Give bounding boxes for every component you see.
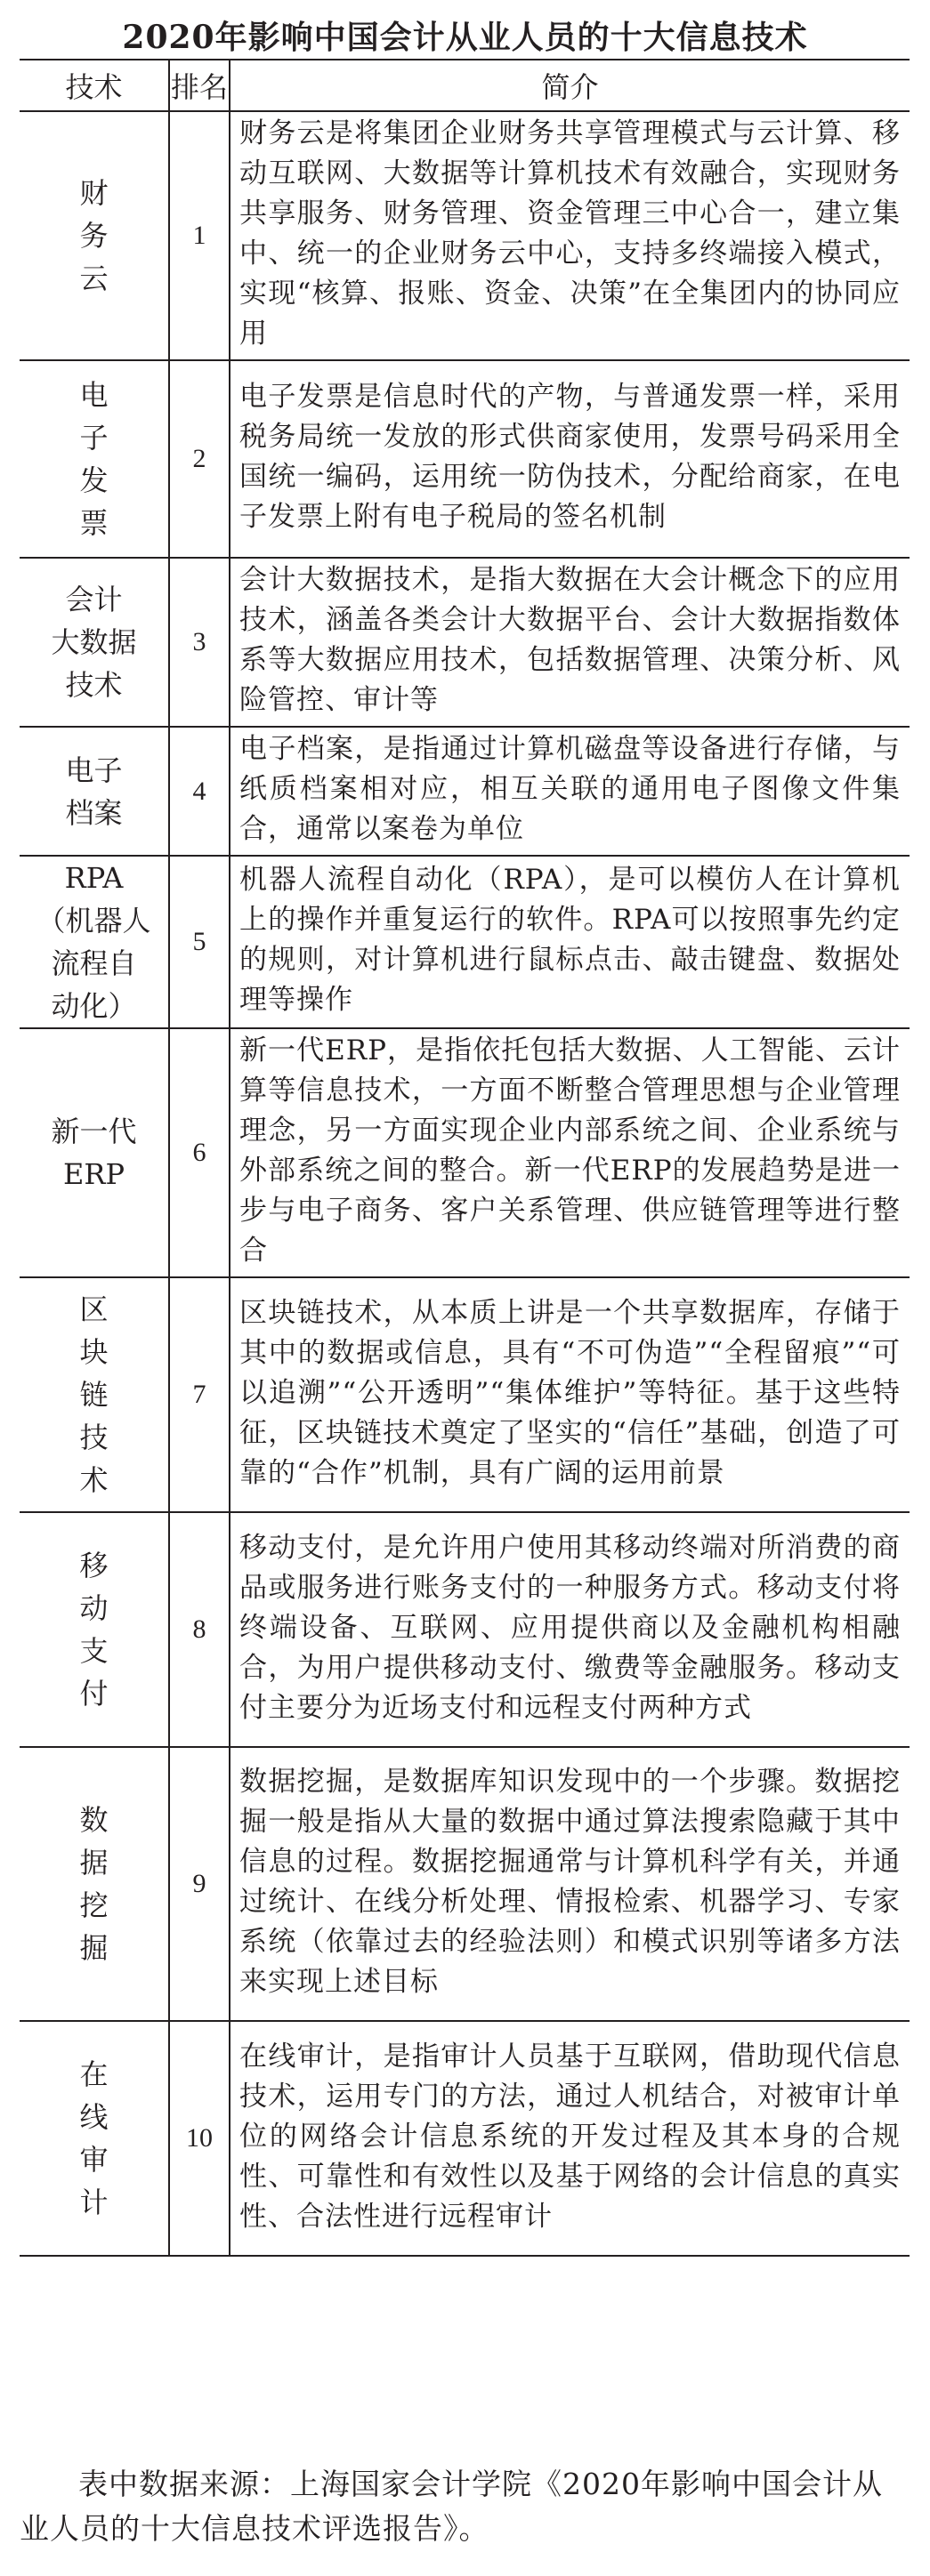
table-row	[20, 558, 910, 727]
tech-name-cell	[20, 558, 169, 727]
tech-name-line: 票	[79, 506, 109, 540]
tech-name-line: 电子	[65, 753, 123, 787]
table-row	[20, 856, 910, 1028]
tech-name-line: 新一代	[51, 1115, 137, 1148]
rank-cell: 8	[169, 1512, 230, 1747]
tech-name-line: 付	[79, 1677, 109, 1711]
tech-name-cell	[20, 1512, 169, 1747]
table-header-row	[20, 60, 910, 111]
header-tech: 技术	[20, 60, 169, 111]
tech-name-line: 发	[79, 463, 109, 497]
table-row	[20, 111, 910, 360]
tech-name-cell	[20, 360, 169, 558]
tech-name-line: 计	[79, 2186, 109, 2219]
description-cell: 机器人流程自动化（RPA），是可以模仿人在计算机上的操作并重复运行的软件。RPA可以按照事先约定的规则，对计算机进行鼠标点击、敲击键盘、数据处理等操作	[230, 856, 910, 1028]
tech-name-line: 术	[79, 1463, 109, 1497]
description-cell: 移动支付，是允许用户使用其移动终端对所消费的商品或服务进行账务支付的一种服务方式。移动支付将终端设备、互联网、应用提供商以及金融机构相融合，为用户提供移动支付、缴费等金融服务。移动支付主要分为近场支付和远程支付两种方式	[230, 1512, 910, 1747]
rank-cell: 9	[169, 1747, 230, 2021]
tech-name-cell	[20, 1277, 169, 1512]
tech-name-cell	[20, 2021, 169, 2256]
rank-cell: 2	[169, 360, 230, 558]
table-row	[20, 727, 910, 856]
description-cell: 在线审计，是指审计人员基于互联网，借助现代信息技术，运用专门的方法，通过人机结合，对被审计单位的网络会计信息系统的开发过程及其本身的合规性、可靠性和有效性以及基于网络的会计信息的真实性、合法性进行远程审计	[230, 2021, 910, 2256]
description-cell: 电子发票是信息时代的产物，与普通发票一样，采用税务局统一发放的形式供商家使用，发票号码采用全国统一编码，运用统一防伪技术，分配给商家，在电子发票上附有电子税局的签名机制	[230, 360, 910, 558]
tech-name-cell	[20, 111, 169, 360]
tech-name-line: （机器人	[36, 904, 151, 938]
description-cell: 会计大数据技术，是指大数据在大会计概念下的应用技术，涵盖各类会计大数据平台、会计大数据指数体系等大数据应用技术，包括数据管理、决策分析、风险管控、审计等	[230, 558, 910, 727]
description-cell: 电子档案，是指通过计算机磁盘等设备进行存储，与纸质档案相对应，相互关联的通用电子图像文件集合，通常以案卷为单位	[230, 727, 910, 856]
tech-name-line: 动化）	[51, 989, 137, 1023]
table-row	[20, 360, 910, 558]
table-row	[20, 2021, 910, 2256]
rank-cell: 6	[169, 1028, 230, 1277]
tech-name-line: 技	[79, 1421, 109, 1454]
tech-name-line: 挖	[79, 1888, 109, 1922]
tech-name-line: 移	[79, 1549, 109, 1582]
tech-name-line: 动	[79, 1591, 109, 1625]
tech-name-line: 技术	[65, 668, 123, 702]
tech-name-line: 线	[79, 2100, 109, 2134]
tech-name-cell	[20, 1028, 169, 1277]
rank-cell: 3	[169, 558, 230, 727]
tech-name-line: 链	[79, 1378, 109, 1412]
description-cell: 数据挖掘，是数据库知识发现中的一个步骤。数据挖掘一般是指从大量的数据中通过算法搜索隐藏于其中信息的过程。数据挖掘通常与计算机科学有关，并通过统计、在线分析处理、情报检索、机器学习、专家系统（依靠过去的经验法则）和模式识别等诸多方法来实现上述目标	[230, 1747, 910, 2021]
rank-cell: 7	[169, 1277, 230, 1512]
page-title: 2020年影响中国会计从业人员的十大信息技术	[122, 19, 808, 56]
tech-table	[20, 59, 910, 2257]
tech-name-line: 数	[79, 1803, 109, 1837]
tech-name-line: 支	[79, 1634, 109, 1668]
tech-name-line: 子	[79, 421, 109, 455]
rank-cell: 1	[169, 111, 230, 360]
rank-cell: 4	[169, 727, 230, 856]
table-row	[20, 1277, 910, 1512]
tech-name-line: 务	[79, 219, 109, 253]
rank-cell: 10	[169, 2021, 230, 2256]
tech-name-line: 在	[79, 2057, 109, 2091]
tech-name-cell	[20, 1747, 169, 2021]
tech-name-cell	[20, 856, 169, 1028]
description-cell: 区块链技术，从本质上讲是一个共享数据库，存储于其中的数据或信息，具有“不可伪造”“全程留痕”“可以追溯”“公开透明”“集体维护”等特征。基于这些特征，区块链技术奠定了坚实的“信任”基础，创造了可靠的“合作”机制，具有广阔的运用前景	[230, 1277, 910, 1512]
tech-name-line: 财	[79, 176, 109, 210]
source-note: 表中数据来源：上海国家会计学院《2020年影响中国会计从业人员的十大信息技术评选报告》。	[20, 2467, 883, 2546]
table-row	[20, 1747, 910, 2021]
tech-name-line: 区	[79, 1292, 109, 1326]
description-cell: 新一代ERP，是指依托包括大数据、人工智能、云计算等信息技术，一方面不断整合管理思想与企业管理理念，另一方面实现企业内部系统之间、企业系统与外部系统之间的整合。新一代ERP的发展趋势是进一步与电子商务、客户关系管理、供应链管理等进行整合	[230, 1028, 910, 1277]
tech-name-line: 流程自	[51, 946, 137, 980]
table-row	[20, 1512, 910, 1747]
table-row	[20, 1028, 910, 1277]
tech-name-line: ERP	[63, 1157, 125, 1191]
tech-name-line: 档案	[65, 795, 123, 830]
tech-name-line: 会计	[65, 583, 123, 616]
header-rank: 排名	[169, 60, 230, 111]
tech-name-line: 云	[79, 262, 109, 295]
tech-name-line: 块	[79, 1335, 109, 1369]
header-desc: 简介	[230, 60, 910, 111]
tech-name-line: RPA	[64, 861, 124, 895]
tech-name-line: 掘	[79, 1931, 109, 1965]
rank-cell: 5	[169, 856, 230, 1028]
tech-name-line: 据	[79, 1846, 109, 1880]
description-cell: 财务云是将集团企业财务共享管理模式与云计算、移动互联网、大数据等计算机技术有效融合，实现财务共享服务、财务管理、资金管理三中心合一，建立集中、统一的企业财务云中心，支持多终端接入模式，实现“核算、报账、资金、决策”在全集团内的协同应用	[230, 111, 910, 360]
tech-name-line: 大数据	[51, 625, 137, 659]
tech-name-line: 审	[79, 2143, 109, 2177]
tech-name-cell	[20, 727, 169, 856]
tech-name-line: 电	[79, 378, 109, 412]
